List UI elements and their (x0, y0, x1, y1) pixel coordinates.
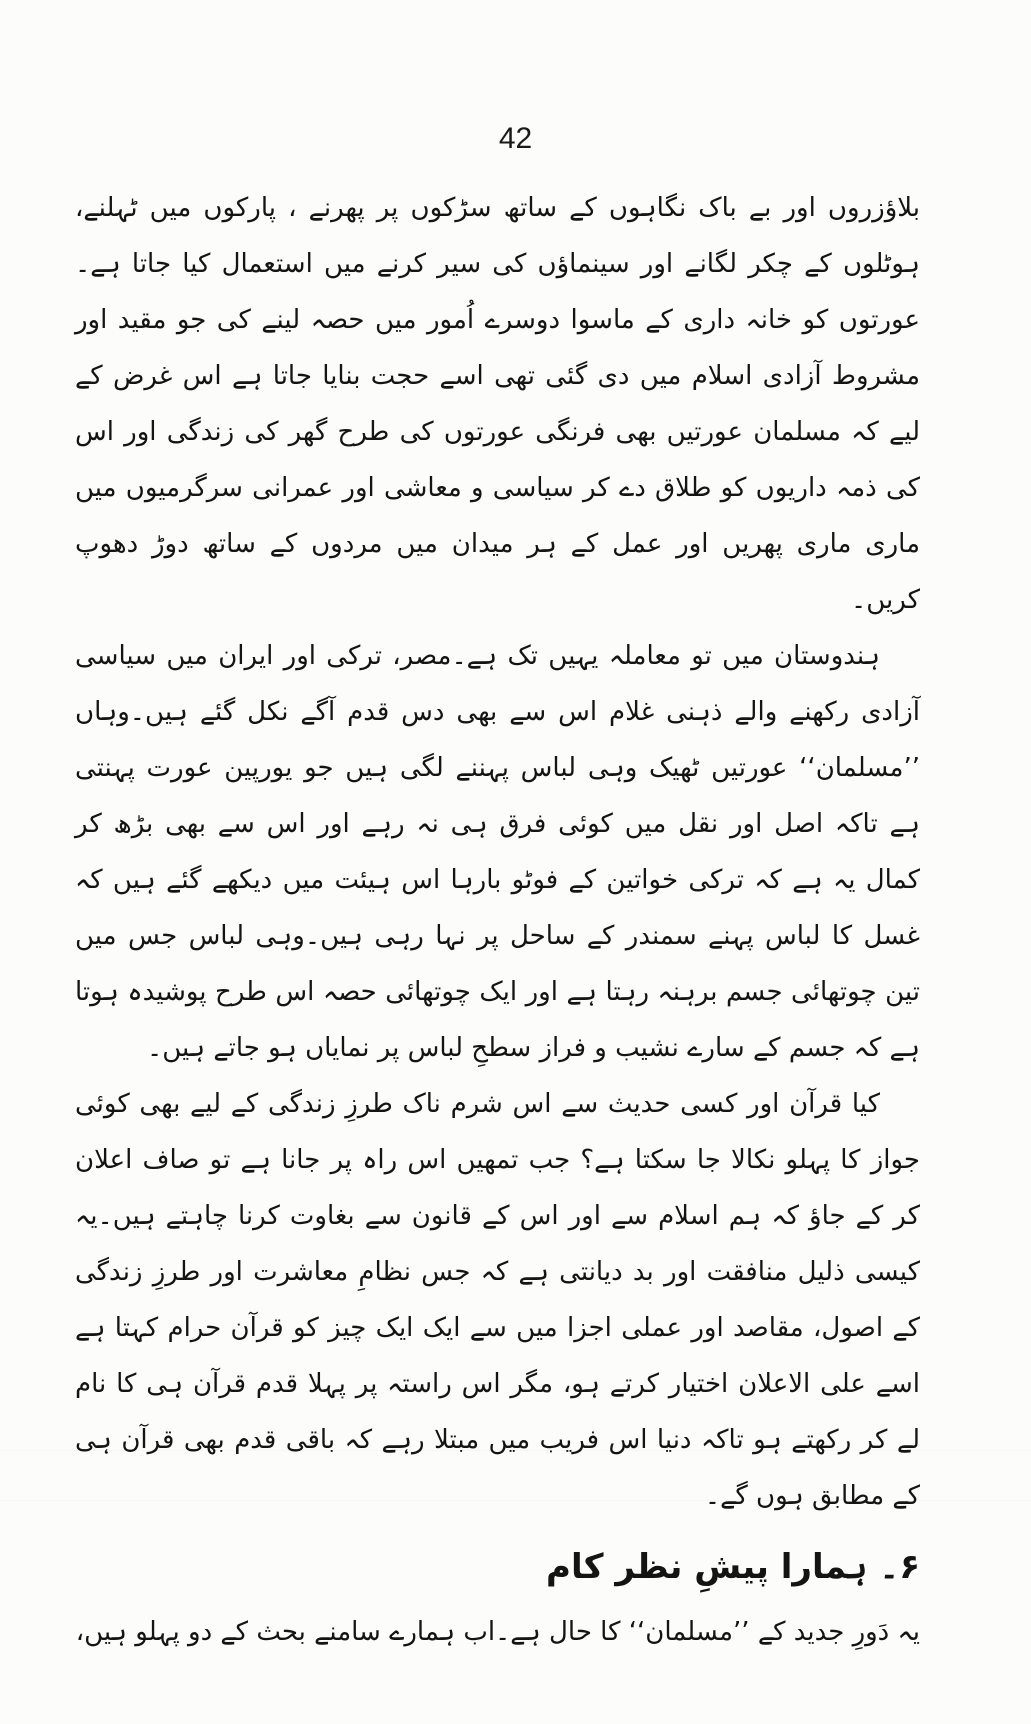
paragraph-1: بلاؤزروں اور بے باک نگاہوں کے ساتھ سڑکوں پر پھرنے ، پارکوں میں ٹہلنے، ہوٹلوں کے چکر لگانے اور سینماؤں کی سیر کرنے میں استعمال کیا جاتا ہے۔عورتوں کو خانہ داری کے ماسوا دوسرے اُمور میں حصہ لینے کی جو مقید اور مشروط آزادی اسلام میں دی گئی تھی اسے حجت بنایا جاتا ہے اس غرض کے لیے کہ مسلمان عورتیں بھی فرنگی عورتوں کی طرح گھر کی زندگی اور اس کی ذمہ داریوں کو طلاق دے کر سیاسی و معاشی اور عمرانی سرگرمیوں میں ماری ماری پھریں اور عمل کے ہر میدان میں مردوں کے ساتھ دوڑ دھوپ کریں۔ (75, 193, 920, 615)
page-number: 42 (498, 122, 533, 155)
section-heading: ۶۔ ہمارا پیشِ نظر کام (546, 1547, 920, 1587)
paragraph-3: کیا قرآن اور کسی حدیث سے اس شرم ناک طرزِ زندگی کے لیے بھی کوئی جواز کا پہلو نکالا جا سکتا ہے؟ جب تمھیں اس راہ پر جانا ہے تو صاف اعلان کر کے جاؤ کہ ہم اسلام سے اور اس کے قانون سے بغاوت کرنا چاہتے ہیں۔یہ کیسی ذلیل منافقت اور بد دیانتی ہے کہ جس نظامِ معاشرت اور طرزِ زندگی کے اصول، مقاصد اور عملی اجزا میں سے ایک ایک چیز کو قرآن حرام کہتا ہے اسے علی الاعلان اختیار کرتے ہو، مگر اس راستہ پر پہلا قدم قرآن ہی کا نام لے کر رکھتے ہو تاکہ دنیا اس فریب میں مبتلا رہے کہ باقی قدم بھی قرآن ہی کے مطابق ہوں گے۔ (75, 1089, 920, 1511)
page-body (75, 180, 920, 1660)
paragraph-2: ہندوستان میں تو معاملہ یہیں تک ہے۔مصر، ترکی اور ایران میں سیاسی آزادی رکھنے والے ذہنی غلام اس سے بھی دس قدم آگے نکل گئے ہیں۔وہاں ’’مسلمان‘‘ عورتیں ٹھیک وہی لباس پہننے لگی ہیں جو یورپین عورت پہنتی ہے تاکہ اصل اور نقل میں کوئی فرق ہی نہ رہے اور اس سے بھی بڑھ کر کمال یہ ہے کہ ترکی خواتین کے فوٹو بارہا اس ہیئت میں دیکھے گئے ہیں کہ غسل کا لباس پہنے سمندر کے ساحل پر نہا رہی ہیں۔وہی لباس جس میں تین چوتھائی جسم برہنہ رہتا ہے اور ایک چوتھائی حصہ اس طرح پوشیدہ ہوتا ہے کہ جسم کے سارے نشیب و فراز سطحِ لباس پر نمایاں ہو جاتے ہیں۔ (75, 641, 920, 1063)
paragraph-4: یہ دَورِ جدید کے ’’مسلمان‘‘ کا حال ہے۔اب ہمارے سامنے بحث کے دو پہلو ہیں، (75, 1617, 920, 1647)
